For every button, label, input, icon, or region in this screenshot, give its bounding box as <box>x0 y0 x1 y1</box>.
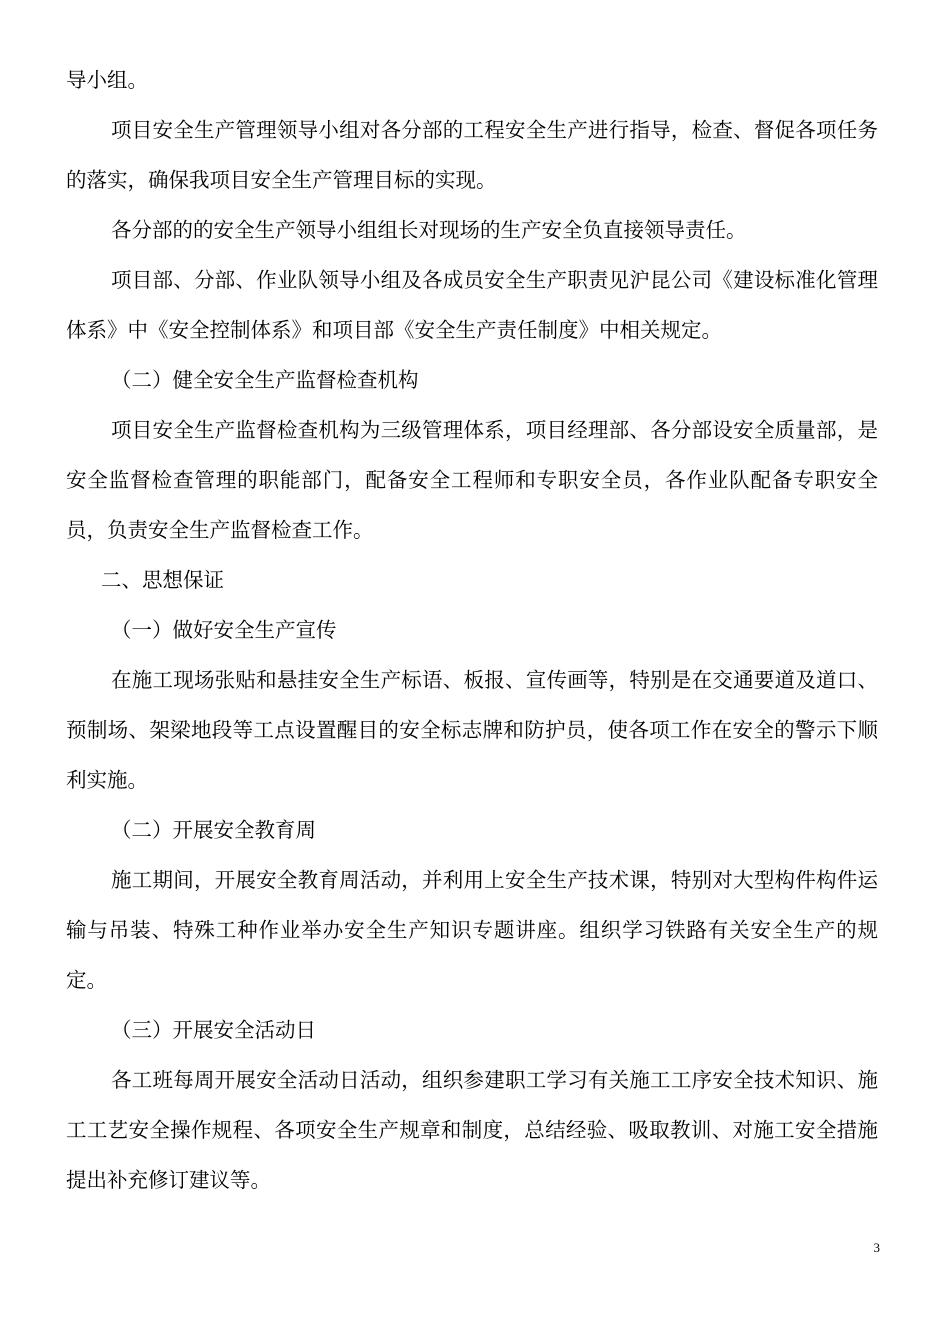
paragraph-education-week: 施工期间，开展安全教育周活动，并利用上安全生产技术课，特别对大型构件构件运输与吊装、特殊工种作业举办安全生产知识专题讲座。组织学习铁路有关安全生产的规定。 <box>66 868 878 992</box>
section-heading-supervision: （二）健全安全生产监督检查机构 <box>111 368 419 392</box>
section-heading-publicity: （一）做好安全生产宣传 <box>111 618 337 642</box>
section-heading-activity-day: （三）开展安全活动日 <box>111 1018 316 1042</box>
paragraph-branch-responsibility: 各分部的的安全生产领导小组组长对现场的生产安全负直接领导责任。 <box>111 218 747 242</box>
page-number: 3 <box>873 1240 880 1255</box>
section-heading-education-week: （二）开展安全教育周 <box>111 818 316 842</box>
paragraph-activity-day: 各工班每周开展安全活动日活动，组织参建职工学习有关施工工序安全技术知识、施工工艺安全操作规程、各项安全生产规章和制度，总结经验、吸取教训、对施工安全措施提出补充修订建议等。 <box>66 1068 878 1192</box>
paragraph-leadership-guidance: 项目安全生产管理领导小组对各分部的工程安全生产进行指导，检查、督促各项任务的落实，确保我项目安全生产管理目标的实现。 <box>66 118 878 192</box>
paragraph-duty-reference: 项目部、分部、作业队领导小组及各成员安全生产职责见沪昆公司《建设标准化管理体系》中《安全控制体系》和项目部《安全生产责任制度》中相关规定。 <box>66 268 878 342</box>
document-body <box>66 55 878 1205</box>
paragraph-supervision-system: 项目安全生产监督检查机构为三级管理体系，项目经理部、各分部设安全质量部，是安全监督检查管理的职能部门，配备安全工程师和专职安全员，各作业队配备专职安全员，负责安全生产监督检查工作。 <box>66 418 878 542</box>
paragraph-publicity: 在施工现场张贴和悬挂安全生产标语、板报、宣传画等，特别是在交通要道及道口、预制场、架梁地段等工点设置醒目的安全标志牌和防护员，使各项工作在安全的警示下顺利实施。 <box>66 668 878 792</box>
section-heading-ideology: 二、思想保证 <box>101 568 224 592</box>
paragraph-continuation: 导小组。 <box>66 68 148 92</box>
